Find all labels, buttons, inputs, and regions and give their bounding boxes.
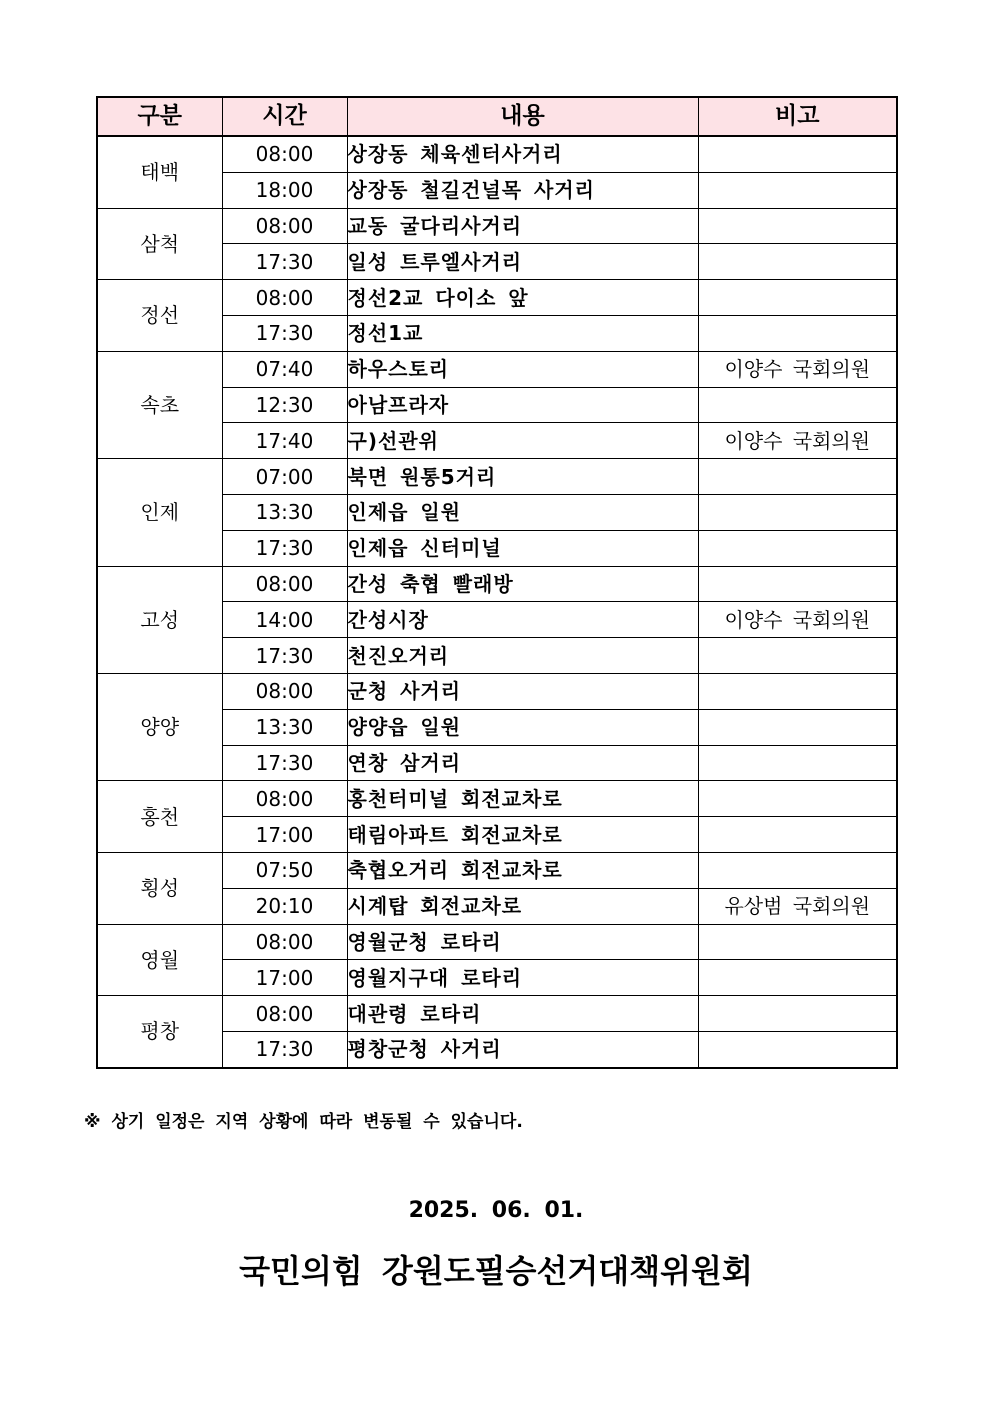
note-cell	[698, 494, 897, 530]
organization-name: 국민의힘 강원도필승선거대책위원회	[239, 1252, 753, 1290]
region-cell: 인제	[97, 459, 222, 566]
content-cell: 간성 축협 빨래방	[347, 566, 698, 602]
table-row	[97, 566, 897, 602]
region-cell: 홍천	[97, 781, 222, 853]
time-cell: 14:00	[222, 602, 347, 638]
note-cell: 이양수 국회의원	[698, 351, 897, 387]
note-cell	[698, 996, 897, 1032]
note-cell	[698, 530, 897, 566]
note-cell: 이양수 국회의원	[698, 423, 897, 459]
time-cell: 17:30	[222, 244, 347, 280]
note-cell	[698, 817, 897, 853]
footnote: ※ 상기 일정은 지역 상황에 따라 변동될 수 있습니다.	[84, 1112, 523, 1132]
note-cell	[698, 208, 897, 244]
time-cell: 13:30	[222, 709, 347, 745]
region-cell: 양양	[97, 673, 222, 780]
region-cell: 횡성	[97, 852, 222, 924]
header-note: 비고	[698, 97, 897, 136]
table-row	[97, 852, 897, 888]
header-region: 구분	[97, 97, 222, 136]
content-cell: 홍천터미널 회전교차로	[347, 781, 698, 817]
region-cell: 태백	[97, 136, 222, 208]
note-cell: 이양수 국회의원	[698, 602, 897, 638]
header-time: 시간	[222, 97, 347, 136]
time-cell: 17:40	[222, 423, 347, 459]
time-cell: 07:50	[222, 852, 347, 888]
header-row	[97, 97, 897, 136]
content-cell: 구)선관위	[347, 423, 698, 459]
content-cell: 하우스토리	[347, 351, 698, 387]
time-cell: 17:00	[222, 817, 347, 853]
time-cell: 13:30	[222, 494, 347, 530]
content-cell: 교동 굴다리사거리	[347, 208, 698, 244]
note-cell	[698, 244, 897, 280]
table-row	[97, 924, 897, 960]
content-cell: 양양읍 일원	[347, 709, 698, 745]
region-cell: 삼척	[97, 208, 222, 280]
time-cell: 07:00	[222, 459, 347, 495]
time-cell: 08:00	[222, 673, 347, 709]
time-cell: 08:00	[222, 280, 347, 316]
note-cell	[698, 280, 897, 316]
table-row	[97, 781, 897, 817]
time-cell: 17:30	[222, 530, 347, 566]
content-cell: 인제읍 일원	[347, 494, 698, 530]
note-cell	[698, 924, 897, 960]
time-cell: 18:00	[222, 172, 347, 208]
note-cell	[698, 709, 897, 745]
content-cell: 간성시장	[347, 602, 698, 638]
header-content: 내용	[347, 97, 698, 136]
time-cell: 08:00	[222, 136, 347, 172]
schedule-table	[96, 96, 898, 1069]
note-cell	[698, 315, 897, 351]
content-cell: 군청 사거리	[347, 673, 698, 709]
table-header	[97, 97, 897, 136]
content-cell: 영월지구대 로타리	[347, 960, 698, 996]
table-row	[97, 280, 897, 316]
content-cell: 연창 삼거리	[347, 745, 698, 781]
region-cell: 속초	[97, 351, 222, 458]
table-row	[97, 996, 897, 1032]
content-cell: 태림아파트 회전교차로	[347, 817, 698, 853]
time-cell: 08:00	[222, 208, 347, 244]
table-row	[97, 351, 897, 387]
content-cell: 일성 트루엘사거리	[347, 244, 698, 280]
table-row	[97, 673, 897, 709]
content-cell: 평창군청 사거리	[347, 1031, 698, 1067]
note-cell	[698, 172, 897, 208]
region-cell: 영월	[97, 924, 222, 996]
region-cell: 고성	[97, 566, 222, 673]
note-cell	[698, 387, 897, 423]
content-cell: 인제읍 신터미널	[347, 530, 698, 566]
time-cell: 08:00	[222, 996, 347, 1032]
content-cell: 영월군청 로타리	[347, 924, 698, 960]
note-cell	[698, 781, 897, 817]
document-date: 2025. 06. 01.	[408, 1198, 584, 1223]
content-cell: 정선2교 다이소 앞	[347, 280, 698, 316]
time-cell: 08:00	[222, 566, 347, 602]
note-cell	[698, 745, 897, 781]
table-body	[97, 136, 897, 1068]
note-cell	[698, 673, 897, 709]
table-row	[97, 208, 897, 244]
content-cell: 아남프라자	[347, 387, 698, 423]
content-cell: 정선1교	[347, 315, 698, 351]
content-cell: 상장동 철길건널목 사거리	[347, 172, 698, 208]
time-cell: 20:10	[222, 888, 347, 924]
time-cell: 17:30	[222, 1031, 347, 1067]
table-row	[97, 136, 897, 172]
table-row	[97, 459, 897, 495]
note-cell	[698, 638, 897, 674]
note-cell: 유상범 국회의원	[698, 888, 897, 924]
content-cell: 상장동 체육센터사거리	[347, 136, 698, 172]
note-cell	[698, 566, 897, 602]
note-cell	[698, 852, 897, 888]
time-cell: 17:30	[222, 315, 347, 351]
time-cell: 17:30	[222, 638, 347, 674]
content-cell: 시계탑 회전교차로	[347, 888, 698, 924]
note-cell	[698, 459, 897, 495]
content-cell: 북면 원통5거리	[347, 459, 698, 495]
time-cell: 08:00	[222, 924, 347, 960]
note-cell	[698, 1031, 897, 1067]
content-cell: 천진오거리	[347, 638, 698, 674]
time-cell: 17:00	[222, 960, 347, 996]
content-cell: 축협오거리 회전교차로	[347, 852, 698, 888]
note-cell	[698, 960, 897, 996]
region-cell: 정선	[97, 280, 222, 352]
time-cell: 08:00	[222, 781, 347, 817]
time-cell: 12:30	[222, 387, 347, 423]
region-cell: 평창	[97, 996, 222, 1068]
time-cell: 07:40	[222, 351, 347, 387]
content-cell: 대관령 로타리	[347, 996, 698, 1032]
note-cell	[698, 136, 897, 172]
time-cell: 17:30	[222, 745, 347, 781]
